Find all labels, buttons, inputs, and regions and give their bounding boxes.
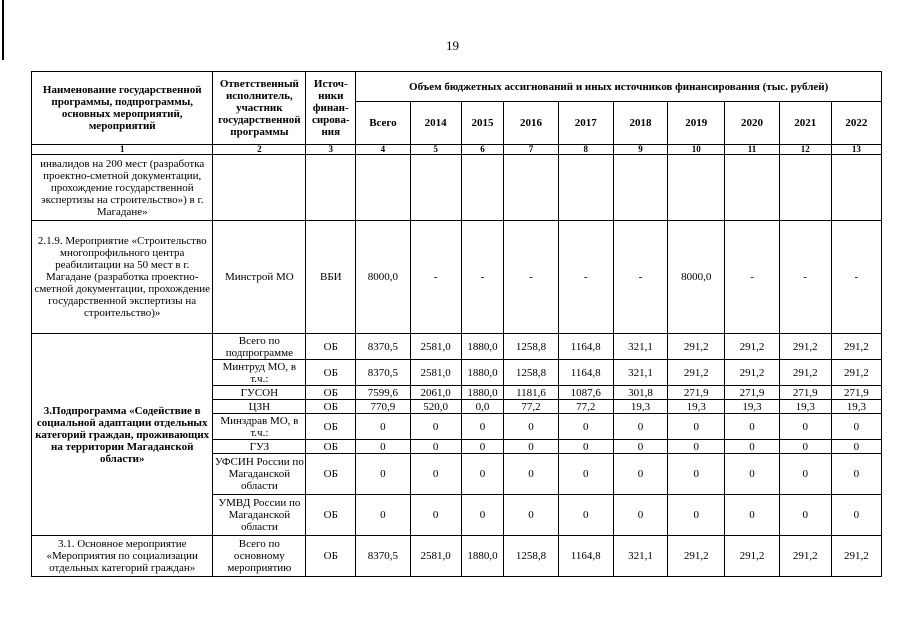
value-cell: 0 xyxy=(504,495,558,536)
column-number: 13 xyxy=(831,145,881,155)
value-cell: 0 xyxy=(461,440,504,454)
value-cell: 291,2 xyxy=(668,536,725,577)
header-year: 2019 xyxy=(668,102,725,145)
value-cell: 19,3 xyxy=(613,400,667,414)
source-cell: ОБ xyxy=(306,360,356,386)
header-volume: Объем бюджетных ассигнований и иных источников финансирования (тыс. рублей) xyxy=(356,72,882,102)
empty-cell xyxy=(725,155,779,221)
value-cell: 0 xyxy=(779,440,831,454)
value-cell: 0 xyxy=(558,414,613,440)
empty-cell xyxy=(306,155,356,221)
value-cell: 0 xyxy=(356,440,410,454)
value-cell: 291,2 xyxy=(831,334,881,360)
value-cell: 1181,6 xyxy=(504,386,558,400)
value-cell: 321,1 xyxy=(613,334,667,360)
source-cell: ОБ xyxy=(306,400,356,414)
empty-cell xyxy=(668,155,725,221)
value-cell: 0 xyxy=(613,454,667,495)
executor-cell: Минстрой МО xyxy=(213,221,306,334)
source-cell: ОБ xyxy=(306,536,356,577)
source-cell: ОБ xyxy=(306,334,356,360)
executor-cell: ЦЗН xyxy=(213,400,306,414)
header-source: Источ-ники финан-сирова-ния xyxy=(306,72,356,145)
executor-cell: ГУСОН xyxy=(213,386,306,400)
empty-cell xyxy=(410,155,461,221)
value-cell: 0 xyxy=(356,414,410,440)
value-cell: 0 xyxy=(668,414,725,440)
source-cell: ОБ xyxy=(306,386,356,400)
column-number: 6 xyxy=(461,145,504,155)
value-cell: 291,2 xyxy=(831,360,881,386)
executor-cell: ГУЗ xyxy=(213,440,306,454)
value-cell: 1164,8 xyxy=(558,334,613,360)
value-cell: 2061,0 xyxy=(410,386,461,400)
column-number: 1 xyxy=(32,145,213,155)
table-row xyxy=(32,536,882,577)
executor-cell: Минздрав МО, в т.ч.: xyxy=(213,414,306,440)
value-cell: 1880,0 xyxy=(461,536,504,577)
value-cell: 0 xyxy=(725,495,779,536)
column-number: 9 xyxy=(613,145,667,155)
value-cell: 0 xyxy=(410,414,461,440)
row-name: 2.1.9. Мероприятие «Строительство многопрофильного центра реабилитации на 50 мест в г. Магадане (разработка проектно-сметной документации, прохождение государственной экспертизы на строительство)» xyxy=(32,221,213,334)
value-cell: 0 xyxy=(613,414,667,440)
value-cell: 19,3 xyxy=(668,400,725,414)
column-number: 8 xyxy=(558,145,613,155)
value-cell: 291,2 xyxy=(725,360,779,386)
header-year: 2022 xyxy=(831,102,881,145)
empty-cell xyxy=(504,155,558,221)
empty-cell xyxy=(356,155,410,221)
value-cell: 19,3 xyxy=(779,400,831,414)
value-cell: 77,2 xyxy=(558,400,613,414)
header-year: 2021 xyxy=(779,102,831,145)
value-cell: 2581,0 xyxy=(410,536,461,577)
value-cell: 0 xyxy=(461,495,504,536)
value-cell: 0 xyxy=(558,495,613,536)
empty-cell xyxy=(461,155,504,221)
column-number: 5 xyxy=(410,145,461,155)
value-cell: 0 xyxy=(410,440,461,454)
column-number: 10 xyxy=(668,145,725,155)
value-cell: 0 xyxy=(725,414,779,440)
value-cell: 291,2 xyxy=(668,360,725,386)
value-cell: 8370,5 xyxy=(356,536,410,577)
source-cell: ОБ xyxy=(306,414,356,440)
value-cell: - xyxy=(558,221,613,334)
value-cell: 0 xyxy=(504,440,558,454)
value-cell: 1258,8 xyxy=(504,536,558,577)
source-cell: ВБИ xyxy=(306,221,356,334)
value-cell: 291,2 xyxy=(831,536,881,577)
column-number: 4 xyxy=(356,145,410,155)
value-cell: 19,3 xyxy=(725,400,779,414)
value-cell: 8370,5 xyxy=(356,334,410,360)
header-year: 2017 xyxy=(558,102,613,145)
value-cell: 0 xyxy=(613,495,667,536)
executor-cell: УФСИН России по Магаданской области xyxy=(213,454,306,495)
value-cell: - xyxy=(461,221,504,334)
value-cell: 1880,0 xyxy=(461,386,504,400)
value-cell: 291,2 xyxy=(779,536,831,577)
value-cell: 1258,8 xyxy=(504,360,558,386)
header-year: 2018 xyxy=(613,102,667,145)
value-cell: 271,9 xyxy=(831,386,881,400)
value-cell: 0 xyxy=(504,414,558,440)
column-number: 2 xyxy=(213,145,306,155)
value-cell: 1880,0 xyxy=(461,334,504,360)
value-cell: 2581,0 xyxy=(410,360,461,386)
value-cell: 271,9 xyxy=(779,386,831,400)
column-number: 7 xyxy=(504,145,558,155)
value-cell: 0 xyxy=(668,440,725,454)
value-cell: 291,2 xyxy=(725,334,779,360)
executor-cell: Всего по основному мероприятию xyxy=(213,536,306,577)
value-cell: 770,9 xyxy=(356,400,410,414)
value-cell: 0 xyxy=(779,495,831,536)
value-cell: 1258,8 xyxy=(504,334,558,360)
value-cell: 0 xyxy=(779,414,831,440)
value-cell: 8000,0 xyxy=(356,221,410,334)
value-cell: 1164,8 xyxy=(558,360,613,386)
value-cell: 0 xyxy=(461,414,504,440)
row-name: инвалидов на 200 мест (разработка проектно-сметной документации, прохождение государственной экспертизы на строительство») в г. Магадане» xyxy=(32,155,213,221)
value-cell: 0 xyxy=(831,495,881,536)
value-cell: 291,2 xyxy=(668,334,725,360)
page-number: 19 xyxy=(446,38,459,53)
value-cell: 0 xyxy=(558,454,613,495)
value-cell: 1164,8 xyxy=(558,536,613,577)
executor-cell: УМВД России по Магаданской области xyxy=(213,495,306,536)
value-cell: 0 xyxy=(668,495,725,536)
value-cell: 0 xyxy=(504,454,558,495)
empty-cell xyxy=(779,155,831,221)
value-cell: 0 xyxy=(725,440,779,454)
value-cell: - xyxy=(831,221,881,334)
header-year: Всего xyxy=(356,102,410,145)
value-cell: 0 xyxy=(461,454,504,495)
header-year: 2015 xyxy=(461,102,504,145)
value-cell: - xyxy=(410,221,461,334)
executor-cell: Всего по подпрограмме xyxy=(213,334,306,360)
value-cell: 0 xyxy=(356,495,410,536)
value-cell: 0 xyxy=(725,454,779,495)
value-cell: 291,2 xyxy=(779,334,831,360)
value-cell: 291,2 xyxy=(725,536,779,577)
column-number: 11 xyxy=(725,145,779,155)
empty-cell xyxy=(213,155,306,221)
column-number: 12 xyxy=(779,145,831,155)
value-cell: 7599,6 xyxy=(356,386,410,400)
subprogram-name: 3.Подпрограмма «Содействие в социальной адаптации отдельных категорий граждан, проживающих на территории Магаданской области» xyxy=(32,334,213,536)
value-cell: 19,3 xyxy=(831,400,881,414)
header-name: Наименование государственной программы, подпрограммы, основных мероприятий, мероприятий xyxy=(32,72,213,145)
table-row xyxy=(32,334,882,360)
source-cell: ОБ xyxy=(306,495,356,536)
value-cell: 0 xyxy=(410,454,461,495)
value-cell: 0 xyxy=(779,454,831,495)
value-cell: - xyxy=(504,221,558,334)
value-cell: 0 xyxy=(613,440,667,454)
value-cell: 0 xyxy=(558,440,613,454)
header-year: 2020 xyxy=(725,102,779,145)
column-number: 3 xyxy=(306,145,356,155)
value-cell: 0,0 xyxy=(461,400,504,414)
financing-table xyxy=(31,71,882,577)
value-cell: 1880,0 xyxy=(461,360,504,386)
value-cell: 321,1 xyxy=(613,536,667,577)
empty-cell xyxy=(613,155,667,221)
empty-cell xyxy=(558,155,613,221)
value-cell: - xyxy=(613,221,667,334)
value-cell: 8000,0 xyxy=(668,221,725,334)
source-cell: ОБ xyxy=(306,454,356,495)
value-cell: 301,8 xyxy=(613,386,667,400)
header-year: 2014 xyxy=(410,102,461,145)
value-cell: 271,9 xyxy=(725,386,779,400)
executor-cell: Минтруд МО, в т.ч.: xyxy=(213,360,306,386)
value-cell: 291,2 xyxy=(779,360,831,386)
value-cell: 0 xyxy=(831,440,881,454)
value-cell: 271,9 xyxy=(668,386,725,400)
value-cell: 0 xyxy=(831,414,881,440)
value-cell: 321,1 xyxy=(613,360,667,386)
value-cell: 0 xyxy=(356,454,410,495)
value-cell: 520,0 xyxy=(410,400,461,414)
value-cell: 0 xyxy=(831,454,881,495)
source-cell: ОБ xyxy=(306,440,356,454)
value-cell: 1087,6 xyxy=(558,386,613,400)
value-cell: 77,2 xyxy=(504,400,558,414)
value-cell: - xyxy=(725,221,779,334)
value-cell: 2581,0 xyxy=(410,334,461,360)
header-executor: Ответственный исполнитель, участник государственной программы xyxy=(213,72,306,145)
value-cell: 0 xyxy=(410,495,461,536)
value-cell: 8370,5 xyxy=(356,360,410,386)
row-name: 3.1. Основное мероприятие «Мероприятия по социализации отдельных категорий граждан» xyxy=(32,536,213,577)
header-year: 2016 xyxy=(504,102,558,145)
value-cell: - xyxy=(779,221,831,334)
value-cell: 0 xyxy=(668,454,725,495)
empty-cell xyxy=(831,155,881,221)
